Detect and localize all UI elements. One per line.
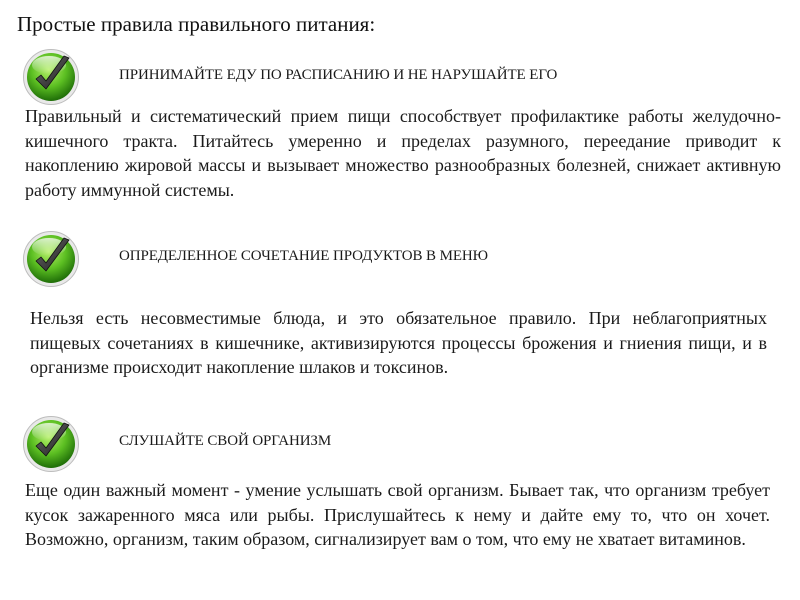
checkmark-icon [22, 230, 80, 288]
rule-body: Еще один важный момент - умение услышать свой организм. Бывает так, что организм требует кусок зажаренного мяса или рыбы. Прислушайтесь к нему и дайте ему то, что он хочет. Возможно, организм, таким образом, сигнализирует вам о том, что ему не хватает витаминов. [25, 480, 770, 549]
checkmark-icon [22, 415, 80, 473]
rule-heading: ПРИНИМАЙТЕ ЕДУ ПО РАСПИСАНИЮ И НЕ НАРУШАЙТЕ ЕГО [119, 67, 558, 83]
rule-body: Правильный и систематический прием пищи способствует профилактике работы желудочно-кишечного тракта. Питайтесь умеренно и пределах разумного, переедание приводит к накоплению жировой массы и вызывает множество разнообразных болезней, снижает активную работу иммунной системы. [25, 106, 781, 200]
rule-body: Нельзя есть несовместимые блюда, и это обязательное правило. При неблагоприятных пищевых сочетаниях в кишечнике, активизируются процессы брожения и гниения пищи, и в организме происходит накопление шлаков и токсинов. [30, 308, 767, 377]
rule-heading: СЛУШАЙТЕ СВОЙ ОРГАНИЗМ [119, 433, 332, 449]
page-title: Простые правила правильного питания: [17, 12, 376, 36]
checkmark-icon [22, 48, 80, 106]
rule-heading: ОПРЕДЕЛЕННОЕ СОЧЕТАНИЕ ПРОДУКТОВ В МЕНЮ [119, 248, 488, 264]
